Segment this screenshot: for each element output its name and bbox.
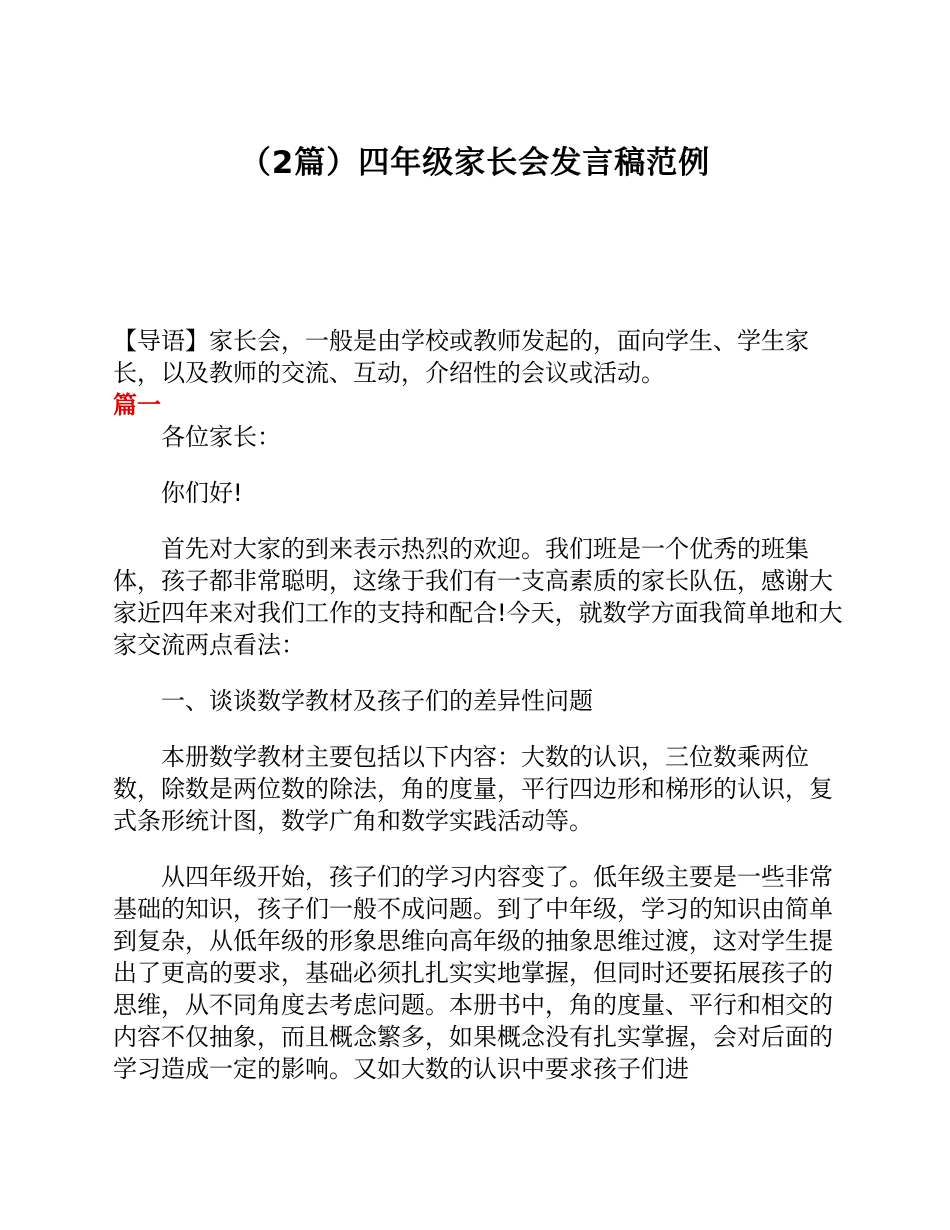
paragraph-welcome: 首先对大家的到来表示热烈的欢迎。我们班是一个优秀的班集体，孩子都非常聪明，这缘于我们有一支高素质的家长队伍，感谢大家近四年来对我们工作的支持和配合!今天，就数学方面我简单地和大家交流两点看法： xyxy=(113,535,843,659)
paragraph-hello: 你们好! xyxy=(161,479,243,507)
paragraph-textbook: 本册数学教材主要包括以下内容：大数的认识，三位数乘两位数，除数是两位数的除法，角的度量，平行四边形和梯形的认识，复式条形统计图，数学广角和数学实践活动等。 xyxy=(113,743,833,835)
paragraph-heading-one: 一、谈谈数学教材及孩子们的差异性问题 xyxy=(161,687,593,715)
document-body xyxy=(113,325,853,1085)
paragraph-greeting: 各位家长： xyxy=(161,423,281,451)
paragraph-grade-four: 从四年级开始，孩子们的学习内容变了。低年级主要是一些非常基础的知识，孩子们一般不成问题。到了中年级，学习的知识由简单到复杂，从低年级的形象思维向高年级的抽象思维过渡，这对学生提出了更高的要求，基础必须扎扎实实地掌握，但同时还要拓展孩子的思维，从不同角度去考虑问题。本册书中，角的度量、平行和相交的内容不仅抽象，而且概念繁多，如果概念没有扎实掌握，会对后面的学习造成一定的影响。又如大数的认识中要求孩子们进 xyxy=(113,863,833,1083)
section-label: 篇一 xyxy=(113,391,161,419)
intro-paragraph: 【导语】家长会，一般是由学校或教师发起的，面向学生、学生家长，以及教师的交流、互动，介绍性的会议或活动。 xyxy=(113,327,809,387)
document-title: （2篇）四年级家长会发言稿范例 xyxy=(239,145,711,181)
